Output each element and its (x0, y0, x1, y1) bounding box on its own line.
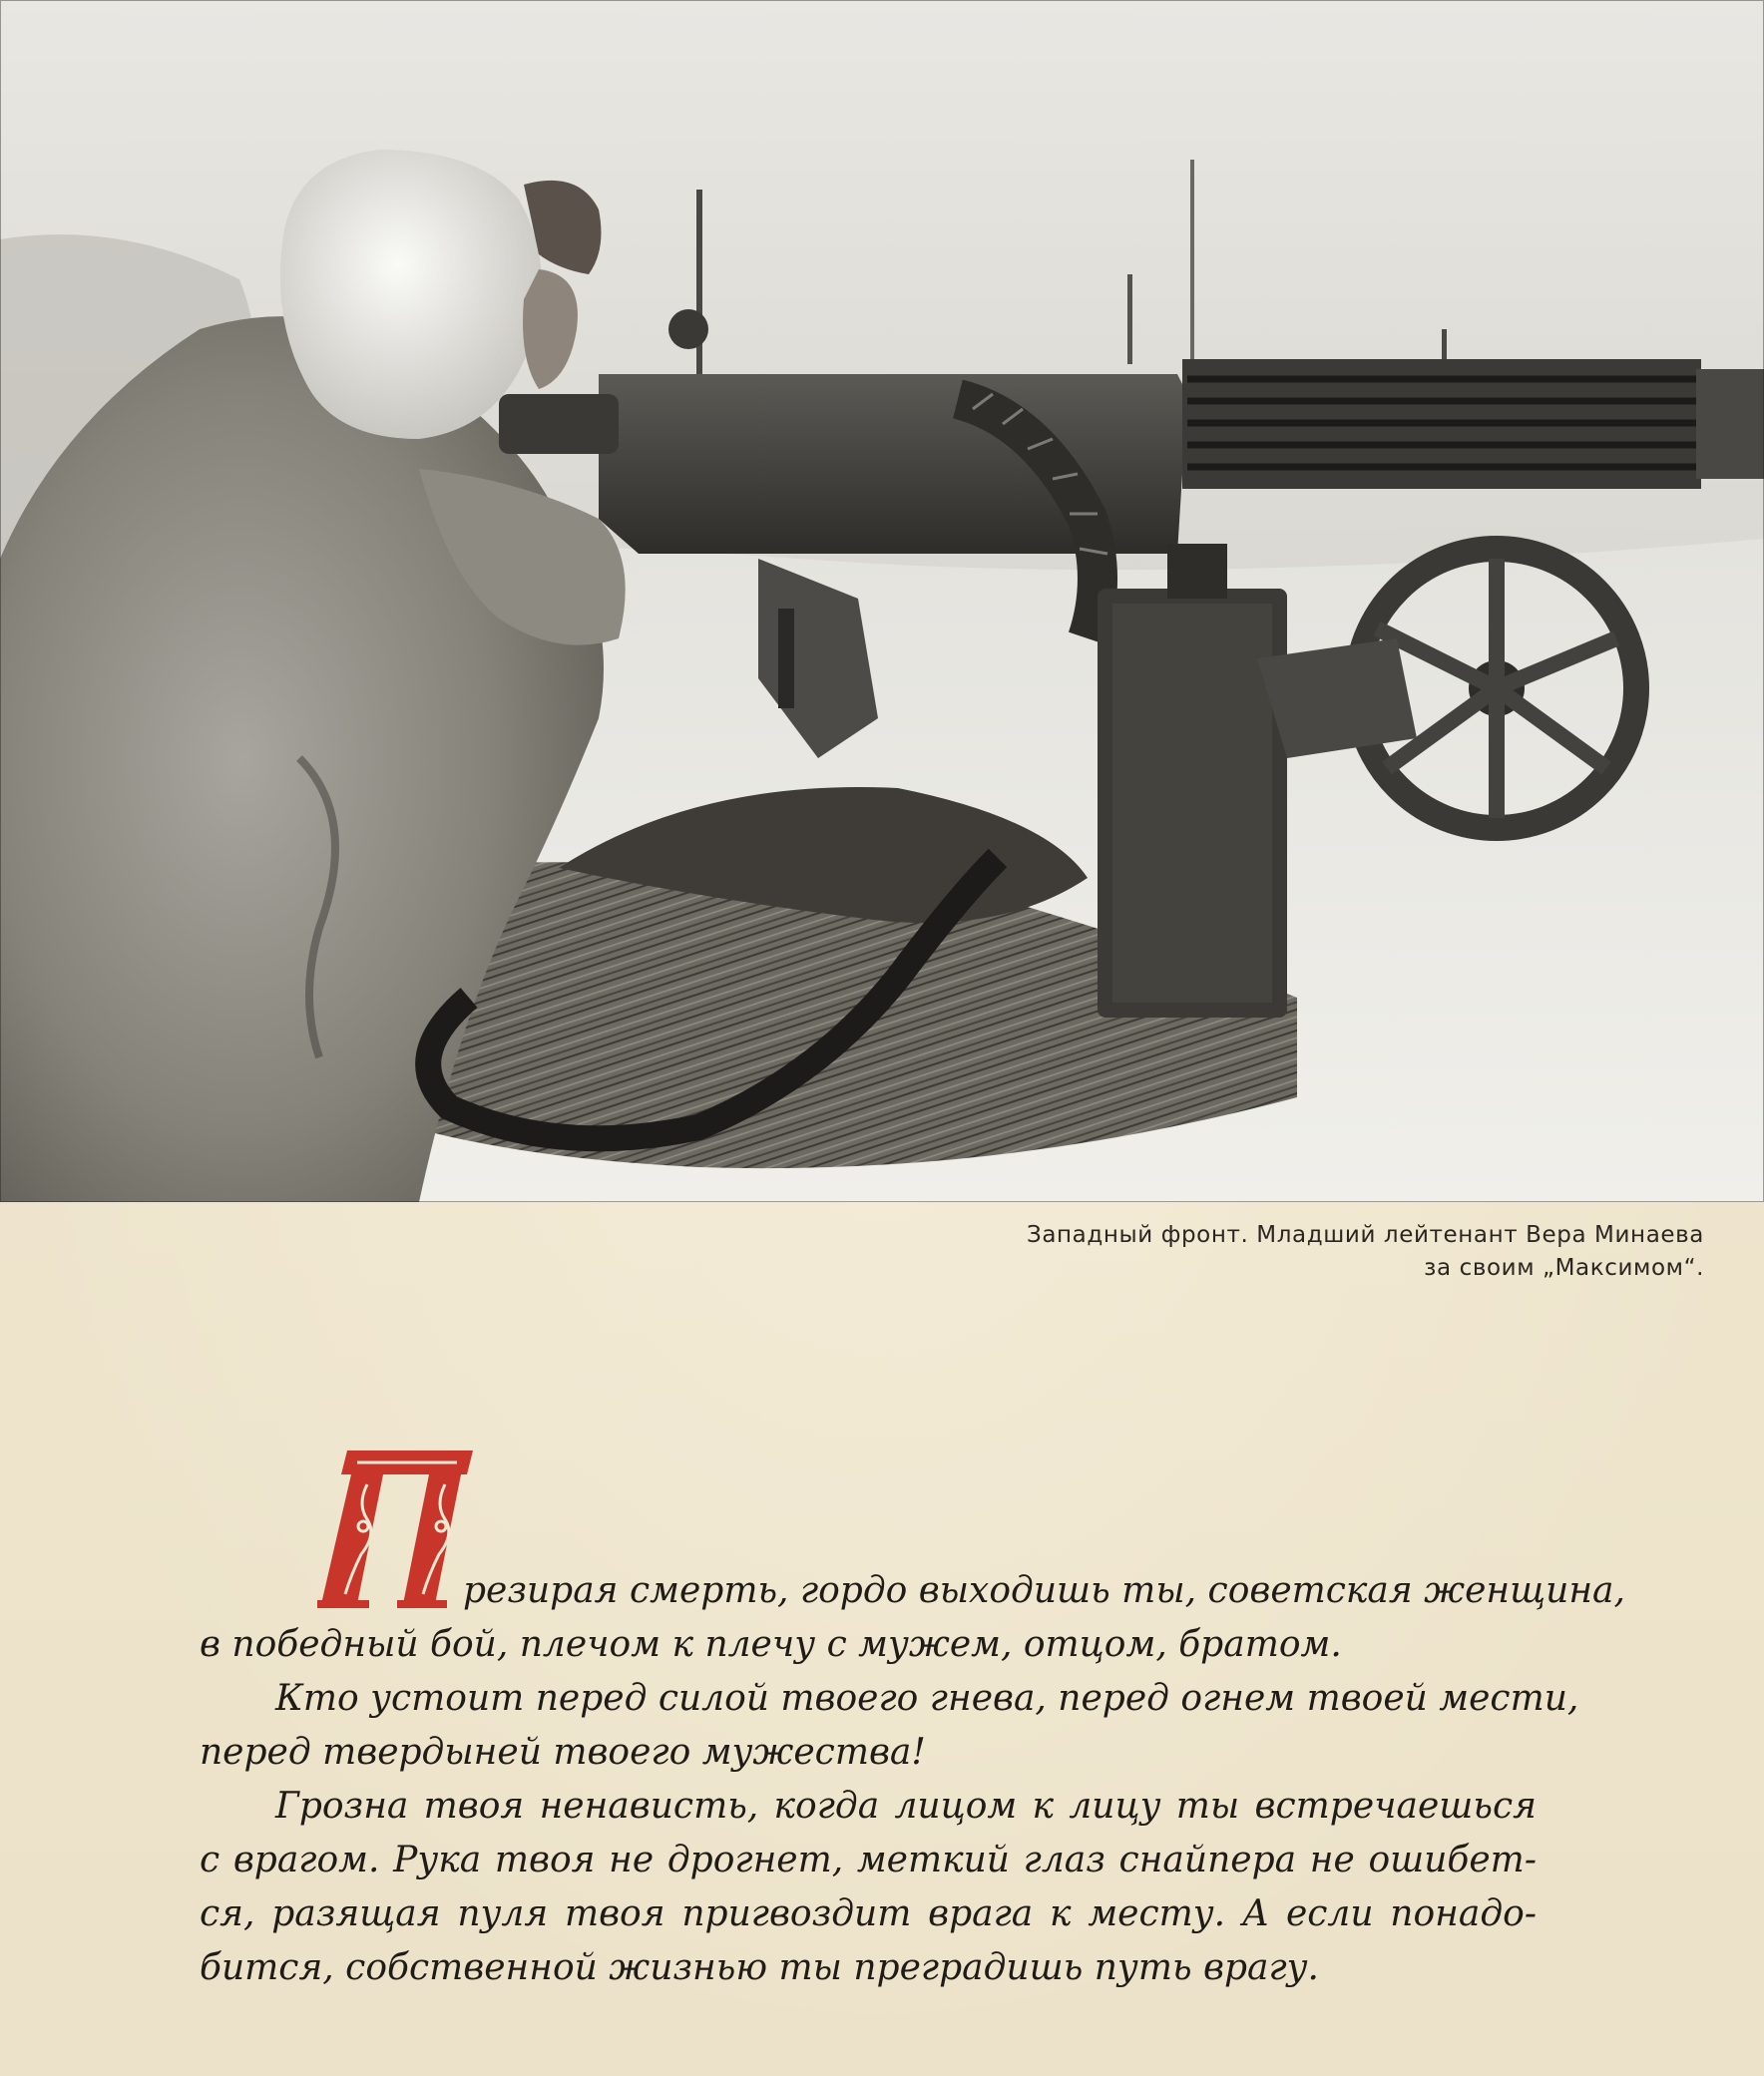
text-line: Грозна твоя ненависть, когда лицом к лицу ты встречаешься (275, 1786, 1537, 1827)
text-line: в победный бой, плечом к плечу с мужем, отцом, братом. (200, 1624, 1342, 1665)
text-line: с врагом. Рука твоя не дрогнет, меткий глаз снайпера не ошибет- (200, 1840, 1537, 1880)
text-line: резирая смерть, гордо выходишь ты, советская женщина, (463, 1570, 1625, 1611)
text-line: ся, разящая пуля твоя пригвоздит врага к месту. А если понадо- (200, 1893, 1537, 1934)
text-line: Кто устоит перед силой твоего гнева, перед огнем твоей мести, (275, 1678, 1579, 1719)
text-line: перед твердыней твоего мужества! (200, 1732, 926, 1773)
caption-line: Западный фронт. Младший лейтенант Вера Минаева (1026, 1222, 1704, 1248)
body-text (200, 1564, 1625, 1995)
text-line: бится, собственной жизнью ты преградишь путь врагу. (200, 1947, 1319, 1988)
caption-line: за своим „Максимом“. (1424, 1255, 1704, 1281)
photo-caption (946, 1219, 1704, 1285)
